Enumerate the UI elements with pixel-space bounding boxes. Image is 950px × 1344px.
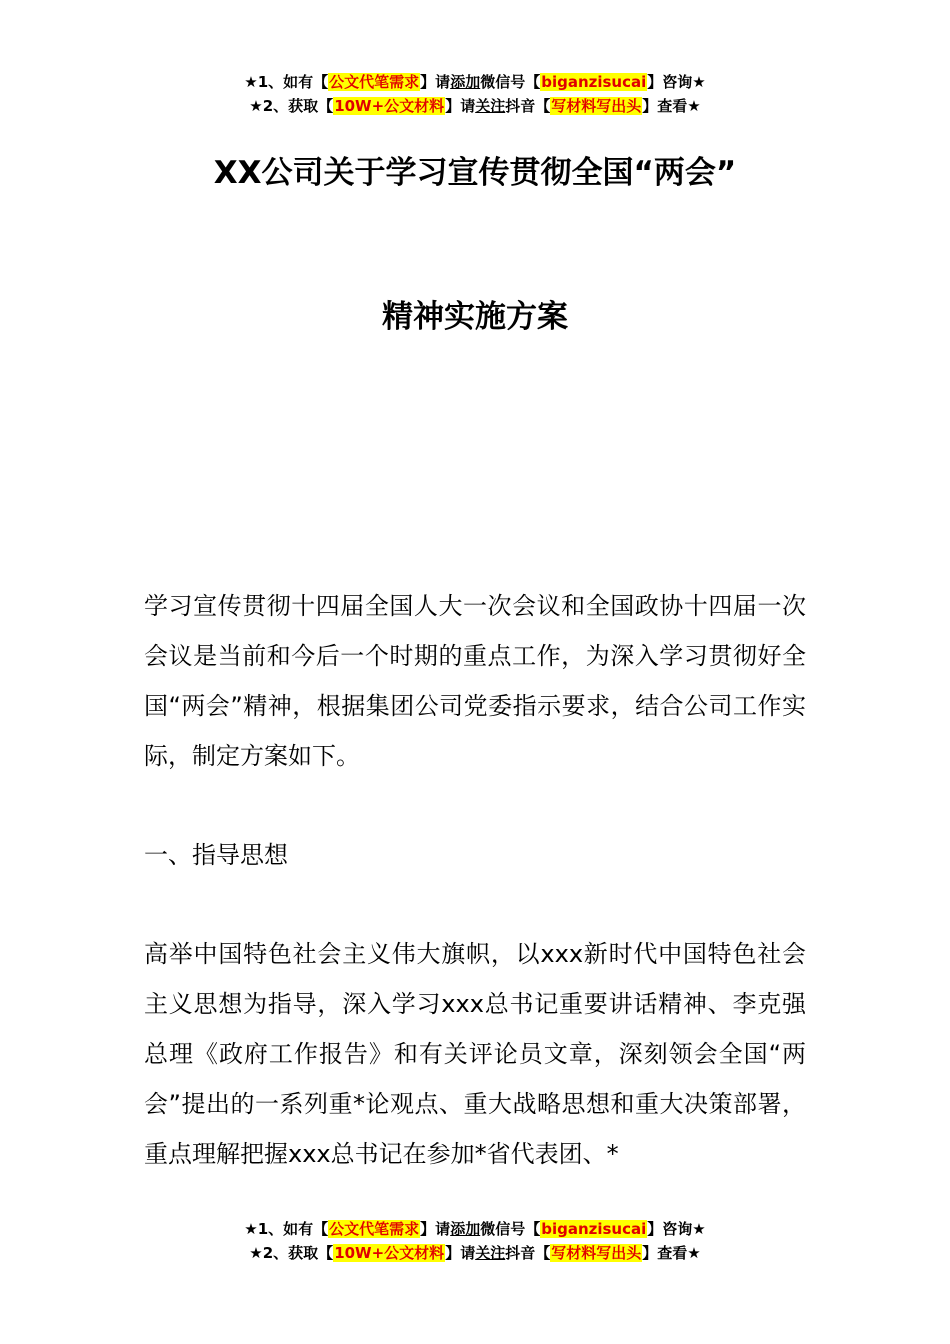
banner-emphasis: 关注 — [475, 97, 506, 115]
highlight-wechat-id: biganzisucai — [541, 1220, 647, 1238]
document-title-line-1: XX公司关于学习宣传贯彻全国“两会” — [213, 155, 737, 191]
banner-text: 微信号【 — [480, 1220, 541, 1238]
banner-text: ★1、如有【 — [244, 1220, 329, 1238]
banner-text: 抖音【 — [505, 97, 551, 115]
highlight-douyin-account: 写材料写出头 — [551, 97, 642, 115]
highlight-wechat-id: biganzisucai — [541, 73, 647, 91]
banner-emphasis: 关注 — [475, 1244, 506, 1262]
banner-text: 】咨询★ — [647, 1220, 706, 1238]
banner-text: 微信号【 — [480, 73, 541, 91]
banner-text: 】请 — [445, 1244, 476, 1262]
highlight-service: 公文代笔需求 — [329, 73, 420, 91]
highlight-douyin-account: 写材料写出头 — [551, 1244, 642, 1262]
banner-text: 】请 — [420, 1220, 451, 1238]
banner-text: ★2、获取【 — [249, 1244, 334, 1262]
banner-line-1 — [0, 70, 950, 94]
highlight-service: 公文代笔需求 — [329, 1220, 420, 1238]
document-title-line-2: 精神实施方案 — [382, 299, 568, 335]
banner-text: 抖音【 — [505, 1244, 551, 1262]
section-heading: 一、指导思想 — [144, 841, 288, 869]
banner-emphasis: 添加 — [450, 1220, 481, 1238]
banner-emphasis: 添加 — [450, 73, 481, 91]
highlight-materials: 10W+公文材料 — [334, 1244, 445, 1262]
banner-text: 】查看★ — [642, 97, 701, 115]
section-body-paragraph: 高举中国特色社会主义伟大旗帜，以xxx新时代中国特色社会主义思想为指导，深入学习xxx总书记重要讲话精神、李克强总理《政府工作报告》和有关评论员文章，深刻领会全国“两会”提出的一系列重*论观点、重大战略思想和重大决策部署，重点理解把握xxx总书记在参加*省代表团、* — [144, 940, 806, 1168]
intro-paragraph: 学习宣传贯彻十四届全国人大一次会议和全国政协十四届一次会议是当前和今后一个时期的重点工作，为深入学习贯彻好全国“两会”精神，根据集团公司党委指示要求，结合公司工作实际，制定方案如下。 — [144, 592, 806, 770]
banner-line-2 — [0, 94, 950, 118]
banner-text: 】请 — [420, 73, 451, 91]
header-banner — [0, 70, 950, 118]
banner-text: 】查看★ — [642, 1244, 701, 1262]
footer-banner — [0, 1217, 950, 1265]
banner-text: ★2、获取【 — [249, 97, 334, 115]
banner-line-1 — [0, 1217, 950, 1241]
banner-text: ★1、如有【 — [244, 73, 329, 91]
highlight-materials: 10W+公文材料 — [334, 97, 445, 115]
banner-text: 】咨询★ — [647, 73, 706, 91]
banner-line-2 — [0, 1241, 950, 1265]
banner-text: 】请 — [445, 97, 476, 115]
